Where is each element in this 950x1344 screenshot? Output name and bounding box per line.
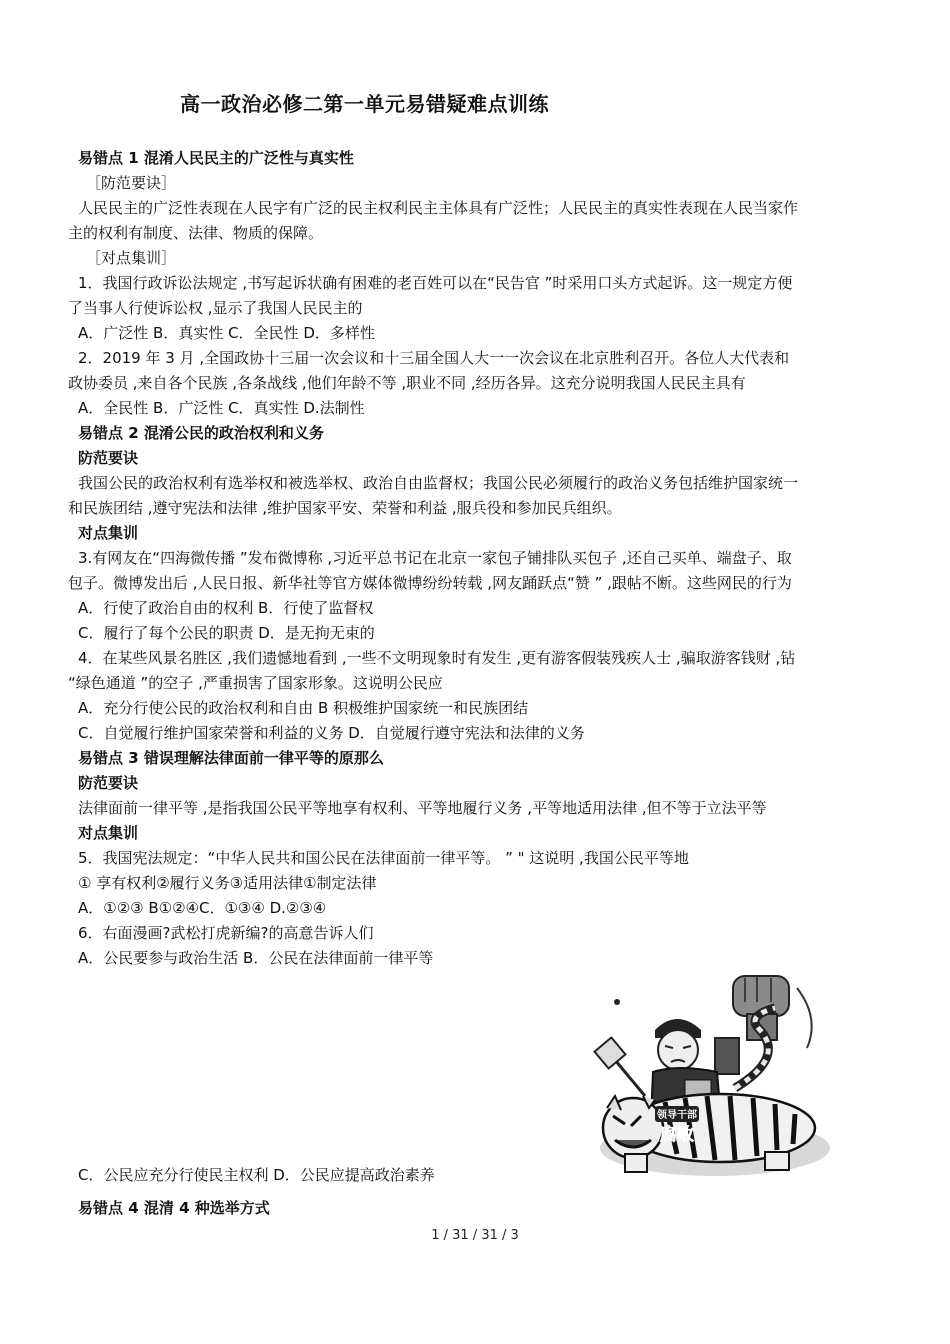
cartoon-illustration (585, 968, 830, 1182)
fly-icon (614, 999, 620, 1005)
question-line: 政协委员 ,来自各个民族 ,各条战线 ,他们年龄不等 ,职业不同 ,经历各异。这充分说明我国人民民主具有 (68, 374, 746, 392)
section-heading-2: 易错点 2 混淆公民的政治权利和义务 (78, 424, 324, 442)
question-line: 2．2019 年 3 月 ,全国政协十三届一次会议和十三届全国人大一一次会议在北京胜利召开。各位人大代表和 (78, 349, 790, 367)
document-title: 高一政治必修二第一单元易错疑难点训练 (180, 92, 549, 116)
answer-options: A．全民性 B．广泛性 C．真实性 D.法制性 (78, 399, 365, 417)
answer-options: A．①②③ B①②④C．①③④ D.②③④ (78, 899, 327, 917)
answer-options: C．自觉履行维护国家荣誉和利益的义务 D．自觉履行遵守宪法和法律的义务 (78, 724, 585, 742)
answer-options: A．广泛性 B．真实性 C．全民性 D．多样性 (78, 324, 375, 342)
subheading: ［对点集训］ (86, 249, 177, 267)
page-number: 1 / 31 / 31 / 3 (431, 1228, 519, 1243)
question-line: 5．我国宪法规定：“中华人民共和国公民在法律面前一律平等。 ” " 这说明 ,我国公民平等地 (78, 849, 689, 867)
question-line: ① 享有权利②履行义务③适用法律①制定法律 (78, 874, 377, 892)
subheading: 防范要诀 (78, 449, 139, 467)
question-line: 了当事人行使诉讼权 ,显示了我国人民民主的 (68, 299, 363, 317)
tiger-figure (603, 1094, 815, 1172)
paragraph-line: 我国公民的政治权利有选举权和被选举权、政治自由监督权；我国公民必须履行的政治义务包括维护国家统一 (78, 474, 799, 492)
section-heading-1: 易错点 1 混淆人民民主的广泛性与真实性 (78, 149, 354, 167)
question-line: “绿色通道 ”的空子 ,严重损害了国家形象。这说明公民应 (68, 674, 443, 692)
question-line: 包子。微博发出后 ,人民日报、新华社等官方媒体微博纷纷转载 ,网友踊跃点“赞 ” ,跟帖不断。这些网民的行为 (68, 574, 792, 592)
answer-options: C．公民应充分行使民主权利 D．公民应提高政治素养 (78, 1166, 435, 1184)
paragraph-line: 和民族团结 ,遵守宪法和法律 ,维护国家平安、荣誉和利益 ,服兵役和参加民兵组织。 (68, 499, 622, 517)
cartoon-tiger-label: 腐败 (660, 1125, 694, 1145)
question-line: 4．在某些风景名胜区 ,我们遗憾地看到 ,一些不文明现象时有发生 ,更有游客假装残疾人士 ,骗取游客钱财 ,钻 (78, 649, 796, 667)
answer-options: A．充分行使公民的政治权利和自由 B 积极维护国家统一和民族团结 (78, 699, 529, 717)
answer-options: A．公民要参与政治生活 B．公民在法律面前一律平等 (78, 949, 434, 967)
subheading: 对点集训 (78, 524, 139, 542)
paragraph-line: 法律面前一律平等 ,是指我国公民平等地享有权利、平等地履行义务 ,平等地适用法律 ,但不等于立法平等 (78, 799, 767, 817)
question-line: 6．右面漫画?武松打虎新编?的高意告诉人们 (78, 924, 374, 942)
subheading: ［防范要诀］ (86, 174, 177, 192)
subheading: 防范要诀 (78, 774, 139, 792)
answer-options: C．履行了每个公民的职责 D．是无拘无束的 (78, 624, 375, 642)
section-heading-3: 易错点 3 错误理解法律面前一律平等的原那么 (78, 749, 384, 767)
question-line: 3.有网友在“四海微传播 ”发布微博称 ,习近平总书记在北京一家包子铺排队买包子 ,还自己买单、端盘子、取 (78, 549, 792, 567)
answer-options: A．行使了政治自由的权利 B．行使了监督权 (78, 599, 374, 617)
paragraph-line: 人民民主的广泛性表现在人民字有广泛的民主权利民主主体具有广泛性；人民民主的真实性表现在人民当家作 (78, 199, 799, 217)
paragraph-line: 主的权利有制度、法律、物质的保障。 (68, 224, 324, 242)
cartoon-banner-label: 领导干部 (657, 1110, 697, 1121)
subheading: 对点集训 (78, 824, 139, 842)
question-line: 1．我国行政诉讼法规定 ,书写起诉状确有困难的老百姓可以在“民告官 ”时采用口头方式起诉。这一规定方便 (78, 274, 793, 292)
section-heading-4: 易错点 4 混清 4 种选举方式 (78, 1199, 270, 1217)
